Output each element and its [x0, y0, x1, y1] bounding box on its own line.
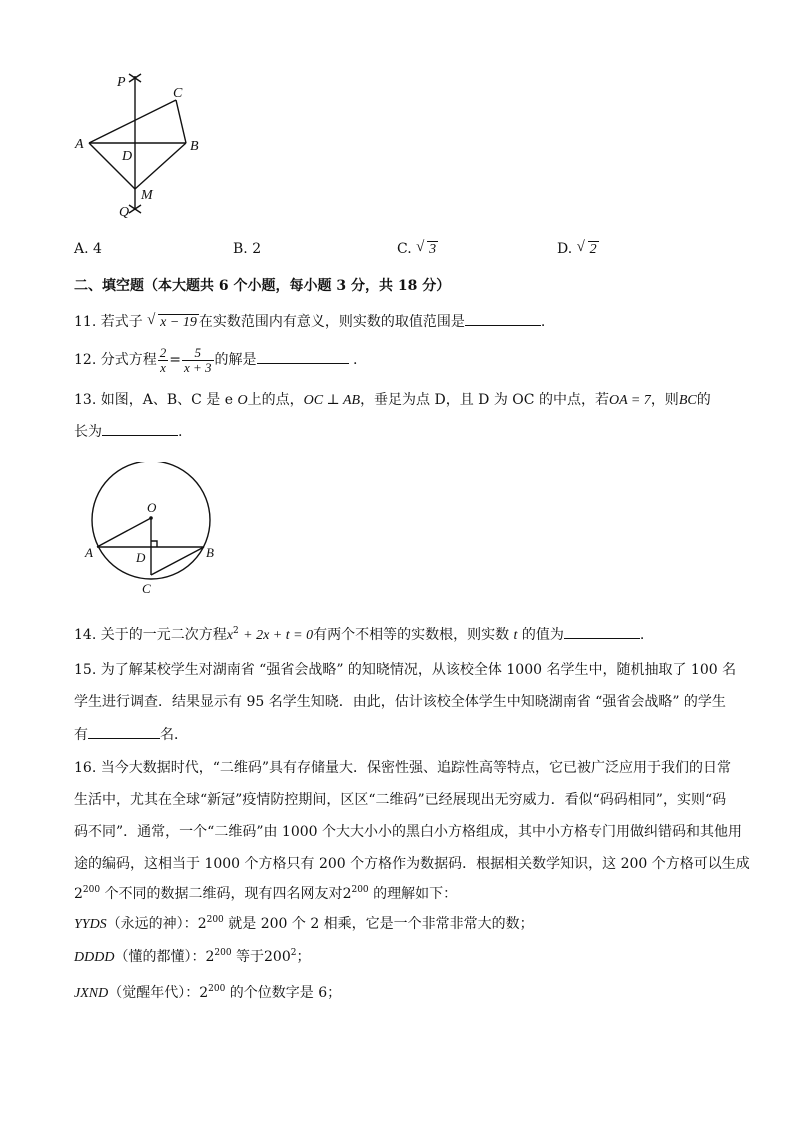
q16-yyds-paren: （永远的神）：: [106, 916, 198, 932]
segment-cb: [176, 100, 186, 143]
question-12: [74, 345, 357, 375]
q16-dddd-name: DDDD: [74, 950, 115, 965]
q13-text-a: 13. 如图，A、B、C 是 e: [74, 392, 234, 408]
q13-circle-o: O: [237, 393, 248, 408]
q16-yyds-post: 就是 200 个 2 相乘，它是一个非常非常大的数；: [228, 916, 534, 932]
q14-answer-blank[interactable]: [564, 624, 640, 639]
q16-l5-exp: 200: [82, 885, 101, 895]
q16-jxnd-paren: （觉醒年代）：: [108, 985, 200, 1001]
q16-jxnd-name: JXND: [74, 986, 109, 1001]
segment-ac: [89, 100, 176, 143]
q16-yyds-exp: 200: [206, 915, 224, 925]
label-a: A: [85, 545, 93, 560]
q13-text-e: 的: [696, 392, 711, 408]
option-d-sqrt: √ 2: [576, 239, 597, 257]
label-b: B: [190, 139, 199, 154]
q16-jxnd-line: [74, 983, 341, 1004]
label-b: B: [206, 545, 214, 560]
q16-jxnd-post: 的个位数字是 6；: [229, 985, 342, 1001]
q14-number: 14.: [74, 627, 97, 643]
question-16-line-1: 16. 当今大数据时代，“二维码”具有存储量大．保密性强、追踪性高等特点，它已被广泛应用于我们的日常: [74, 760, 732, 776]
q13-oa-eq: OA = 7: [608, 393, 651, 408]
question-15-line-3: [74, 724, 188, 745]
q12-f1-num: 2: [159, 344, 167, 360]
label-m: M: [141, 188, 153, 203]
option-c-radicand: 3: [429, 242, 437, 257]
q16-dddd-base: 2: [205, 949, 215, 965]
q12-end: .: [352, 352, 358, 368]
section-2-title: 二、填空题（本大题共 6 个小题，每小题 3 分，共 18 分）: [74, 278, 451, 294]
q16-dddd-exp2: 2: [290, 948, 297, 958]
question-15-line-2: 学生进行调查．结果显示有 95 名学生知晓．由此，估计该校全体学生中知晓湖南省 “强省会战略” 的学生: [74, 694, 726, 710]
q16-l5-base2: 2: [342, 886, 352, 902]
q12-answer-blank[interactable]: [257, 349, 349, 364]
q12-fraction-1: [158, 346, 169, 375]
center-point: [149, 516, 153, 520]
q16-yyds-base: 2: [197, 916, 207, 932]
q14-pre: 关于的一元二次方程: [100, 627, 227, 643]
q16-l5-post: 的理解如下：: [373, 886, 458, 902]
q13-text-b: 上的点，: [247, 392, 304, 408]
q11-number: 11.: [74, 314, 97, 330]
q11-answer-blank[interactable]: [465, 311, 541, 326]
q13-answer-blank[interactable]: [102, 421, 178, 436]
q16-l5-exp2: 200: [351, 885, 369, 895]
label-o: O: [147, 500, 157, 515]
q12-fraction-2: [182, 346, 214, 375]
q14-post: 的值为: [521, 627, 564, 643]
q14-t: t: [513, 628, 518, 643]
option-d-prefix: D.: [557, 241, 573, 257]
question-15-line-1: 15. 为了解某校学生对湖南省 “强省会战略” 的知晓情况，从该校全体 1000 名学生中，随机抽取了 100 名: [74, 662, 737, 678]
question-16-line-5: [74, 884, 457, 904]
q14-end: .: [639, 627, 645, 643]
q12-f2-num: 5: [182, 346, 214, 361]
q16-dddd-exp: 200: [214, 948, 232, 958]
question-13-line-2: [74, 421, 182, 442]
figure-1-geometry: [70, 68, 210, 223]
q16-jxnd-base: 2: [199, 985, 209, 1001]
q13-text-d: ，则: [650, 392, 679, 408]
option-d-radicand: 2: [589, 242, 597, 257]
q16-yyds-line: [74, 914, 534, 935]
label-p: P: [117, 75, 126, 90]
q11-end: .: [540, 314, 546, 330]
q12-post: 的解是: [214, 352, 257, 368]
right-angle-mark: [151, 541, 157, 547]
question-14: [74, 624, 644, 646]
question-11: [74, 311, 545, 333]
label-c: C: [142, 581, 151, 596]
q14-mid: 有两个不相等的实数根，则实数: [313, 627, 510, 643]
label-d: D: [136, 550, 146, 565]
q16-dddd-mid: 等于: [236, 949, 265, 965]
q12-f2-den: x + 3: [183, 359, 212, 375]
q13-pre: 长为: [74, 424, 102, 440]
option-c-prefix: C.: [397, 241, 412, 257]
label-q: Q: [119, 205, 130, 220]
q11-post: 在实数范围内有意义，则实数的取值范围是: [198, 314, 465, 330]
q14-eq-exp: 2: [232, 626, 239, 636]
q16-jxnd-exp: 200: [208, 984, 226, 994]
q14-eq-x: x: [226, 628, 233, 643]
q16-dddd-base2: 200: [264, 949, 291, 965]
q13-bc: BC: [678, 393, 697, 408]
segment-bc: [151, 547, 204, 575]
label-c: C: [173, 86, 183, 101]
option-a-text: A. 4: [74, 241, 102, 257]
option-d: [557, 239, 599, 260]
q16-dddd-paren: （懂的都懂）：: [114, 949, 206, 965]
label-d: D: [122, 149, 133, 164]
q15-post: 名．: [160, 727, 188, 743]
question-16-line-4: 途的编码，这相当于 1000 个方格只有 200 个方格作为数据码．根据相关数学知识，这 200 个方格可以生成: [74, 856, 750, 872]
question-16-line-3: 码不同”．通常，一个“二维码”由 1000 个大大小小的黑白小方格组成，其中小方格专门用做纠错码和其他用: [74, 824, 742, 840]
question-16-line-2: 生活中，尤其在全球“新冠”疫情防控期间，区区“二维码”已经展现出无穷威力．看似“码码相同”，实则“码: [74, 792, 727, 808]
q14-eq-rest: + 2x + t = 0: [243, 628, 314, 643]
q12-pre: 分式方程: [100, 352, 157, 368]
q11-pre: 若式子: [100, 314, 143, 330]
q16-l5-base: 2: [74, 886, 83, 902]
option-b: [233, 239, 261, 259]
q16-dddd-line: [74, 947, 310, 968]
q11-radicand: x − 19: [160, 315, 197, 330]
q12-number: 12.: [74, 352, 97, 368]
figure-2-circle: [80, 462, 225, 602]
q13-end: .: [178, 424, 183, 440]
option-b-text: B. 2: [233, 241, 262, 257]
label-a: A: [75, 137, 84, 152]
option-c: [397, 239, 438, 260]
q13-text-c: ，垂足为点 D，且 D 为 OC 的中点，若: [360, 392, 609, 408]
q16-l5-mid: 个不同的数据二维码，现有四名网友对: [104, 886, 343, 902]
option-a: [74, 239, 102, 259]
q12-equals: =: [169, 352, 181, 368]
q11-sqrt: √ x − 19: [147, 312, 197, 330]
q13-oc-perp-ab: OC ⊥ AB: [303, 393, 361, 408]
question-13-line-1: [74, 390, 711, 411]
q16-dddd-post: ；: [296, 949, 311, 965]
q16-yyds-name: YYDS: [74, 917, 107, 932]
segment-bm: [135, 143, 186, 189]
q12-f1-den: x: [160, 359, 166, 375]
q15-answer-blank[interactable]: [88, 724, 160, 739]
option-c-sqrt: √ 3: [416, 239, 437, 257]
q15-pre: 有: [74, 727, 88, 743]
segment-oa: [97, 518, 151, 547]
